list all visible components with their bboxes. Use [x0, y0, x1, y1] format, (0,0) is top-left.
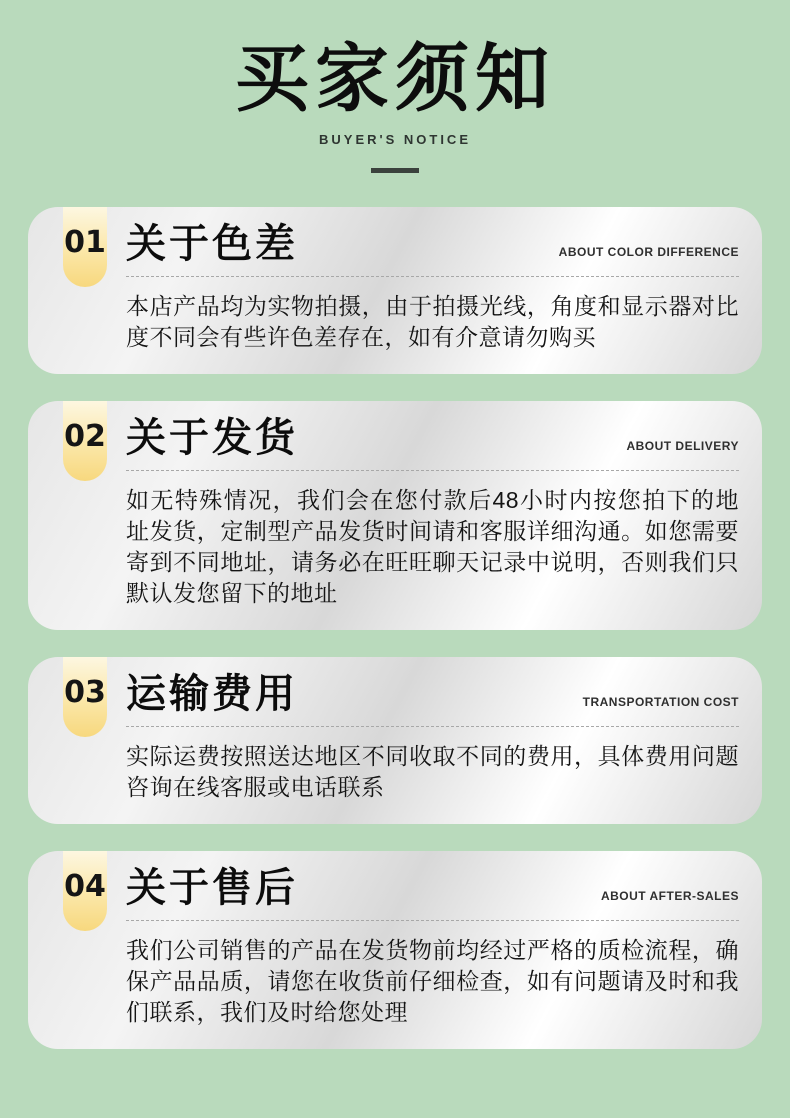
card-title: 关于售后 — [126, 865, 298, 911]
card-title: 运输费用 — [126, 671, 298, 717]
notice-card-list — [0, 207, 790, 1049]
number-badge: 04 — [63, 851, 107, 931]
number-badge: 03 — [63, 657, 107, 737]
notice-card-delivery — [28, 401, 762, 630]
card-title: 关于发货 — [126, 415, 298, 461]
notice-card-after-sales — [28, 851, 762, 1049]
card-caption: ABOUT DELIVERY — [626, 439, 739, 453]
card-body-text: 实际运费按照送达地区不同收取不同的费用，具体费用问题咨询在线客服或电话联系 — [126, 743, 739, 800]
card-header — [28, 401, 762, 470]
page-header — [0, 0, 790, 173]
number-badge: 02 — [63, 401, 107, 481]
card-title: 关于色差 — [126, 221, 298, 267]
page-title: 买家须知 — [235, 36, 555, 122]
card-caption: ABOUT AFTER-SALES — [600, 889, 739, 903]
card-body-text: 如无特殊情况，我们会在您付款后48小时内按您拍下的地址发货，定制型产品发货时间请和客服详细沟通。如您需要寄到不同地址，请务必在旺旺聊天记录中说明，否则我们只默认发您留下的地址 — [126, 487, 739, 606]
card-header — [28, 207, 762, 276]
card-caption: TRANSPORTATION COST — [582, 695, 739, 709]
card-body-text: 本店产品均为实物拍摄，由于拍摄光线，角度和显示器对比度不同会有些许色差存在，如有介意请勿购买 — [126, 293, 739, 350]
title-divider-bar — [371, 168, 419, 173]
notice-card-color-difference — [28, 207, 762, 374]
card-header — [28, 851, 762, 920]
number-badge: 01 — [63, 207, 107, 287]
card-header — [28, 657, 762, 726]
page-subtitle: BUYER'S NOTICE — [319, 132, 471, 147]
notice-card-transportation-cost — [28, 657, 762, 824]
card-body-text: 我们公司销售的产品在发货物前均经过严格的质检流程，确保产品品质，请您在收货前仔细检查，如有问题请及时和我们联系，我们及时给您处理 — [126, 937, 739, 1025]
card-caption: ABOUT COLOR DIFFERENCE — [558, 245, 739, 259]
